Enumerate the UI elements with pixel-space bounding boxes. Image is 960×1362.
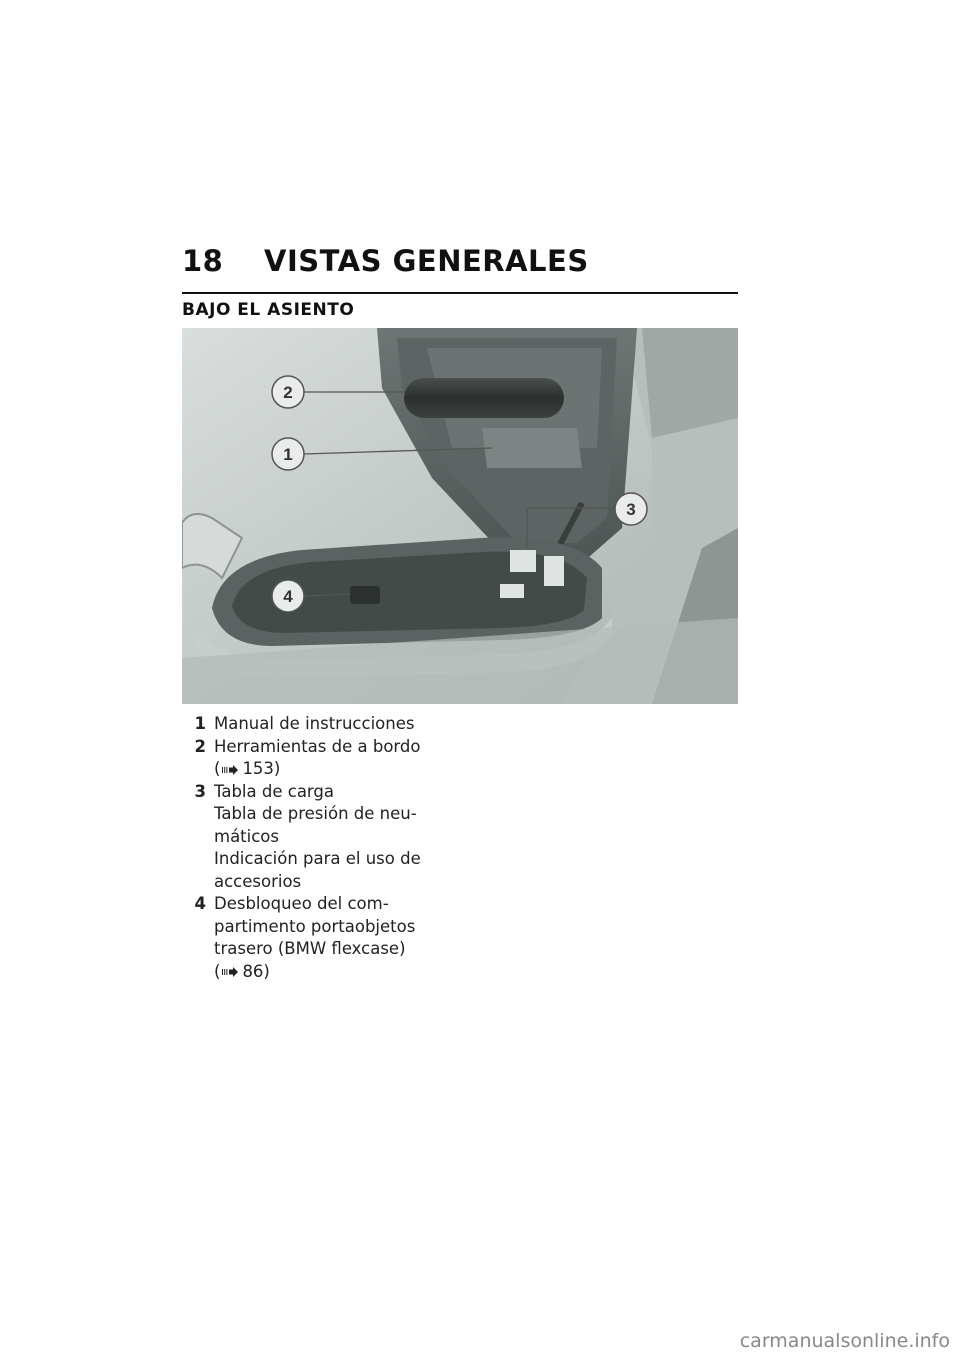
legend-item-text: Tabla de presión de neu- <box>214 804 417 823</box>
page-reference-open: ( <box>214 759 221 778</box>
page-reference-number: 86) <box>242 961 270 981</box>
legend-item-text: Desbloqueo del com- <box>214 894 389 913</box>
legend-item-number: 3 <box>194 781 206 801</box>
page-header <box>182 244 738 278</box>
arrow-right-icon <box>222 967 238 977</box>
legend-item-number: 2 <box>194 736 206 756</box>
legend-item-text: máticos <box>214 826 280 846</box>
svg-text:4: 4 <box>283 587 293 606</box>
legend-item <box>182 736 442 781</box>
legend-item-text: partimento portaobjetos <box>214 916 416 936</box>
legend-item <box>182 781 442 894</box>
svg-text:3: 3 <box>626 500 636 519</box>
legend-item-text: trasero (BMW flexcase) <box>214 939 406 958</box>
callout-1 <box>272 438 304 470</box>
page-number: 18 <box>182 244 224 278</box>
page-reference-number: 153) <box>242 759 281 778</box>
legend-item-text: Indicación para el uso de <box>214 849 421 868</box>
legend-item-text: accesorios <box>214 871 302 891</box>
header-rule <box>182 292 738 294</box>
under-seat-illustration <box>182 328 738 704</box>
legend-item-number: 4 <box>194 894 206 913</box>
callout-4 <box>272 580 304 612</box>
page-reference-link[interactable] <box>214 758 442 781</box>
watermark: carmanualsonline.info <box>739 1330 950 1352</box>
scooter-storage-drawing <box>182 328 738 704</box>
legend-item-text: Tabla de carga <box>214 781 335 801</box>
legend-item-text: Manual de instrucciones <box>214 714 415 733</box>
figure-legend <box>182 713 442 983</box>
legend-item <box>182 713 442 736</box>
svg-text:2: 2 <box>283 383 293 402</box>
arrow-right-icon <box>222 765 238 775</box>
legend-item <box>182 893 442 983</box>
callout-3 <box>615 493 647 525</box>
section-title: BAJO EL ASIENTO <box>182 300 355 320</box>
svg-text:1: 1 <box>283 445 293 464</box>
callout-2 <box>272 376 304 408</box>
legend-item-text: Herramientas de a bordo <box>214 736 421 756</box>
chapter-title: VISTAS GENERALES <box>264 244 589 278</box>
legend-item-number: 1 <box>194 714 206 733</box>
page-reference-open: ( <box>214 961 221 981</box>
page-reference-link[interactable] <box>214 961 442 984</box>
